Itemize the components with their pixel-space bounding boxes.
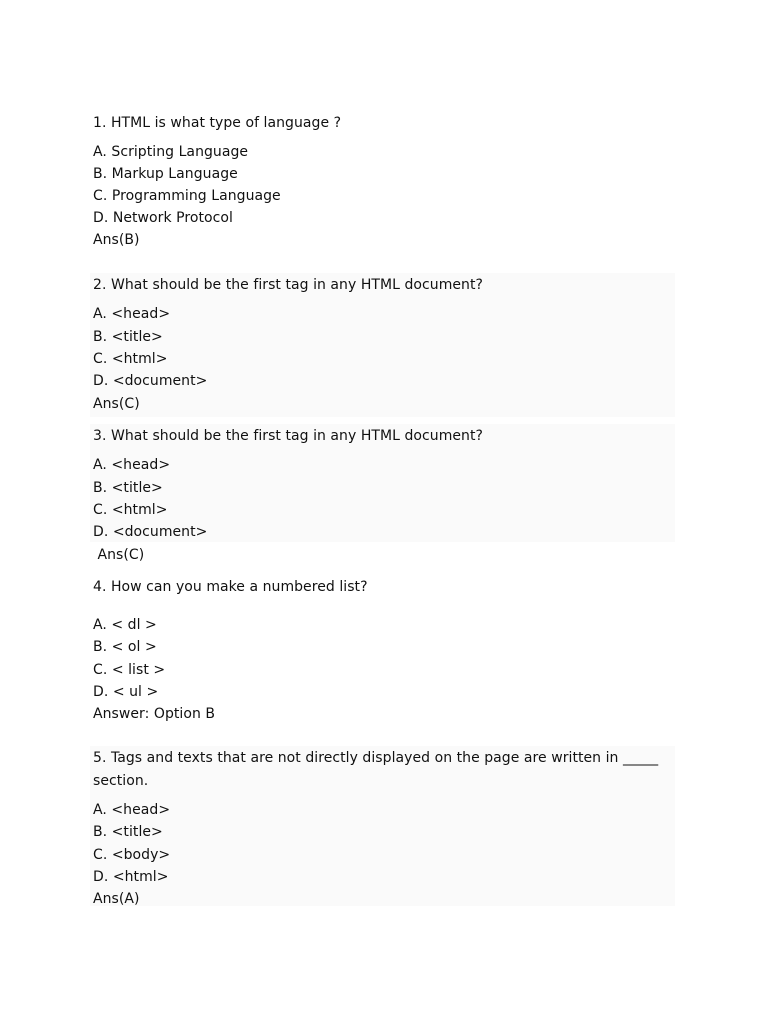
answer: Ans(A) (93, 891, 140, 907)
answer: Ans(B) (93, 232, 140, 248)
question-5-background (90, 746, 675, 906)
option-d: D. <html> (93, 869, 169, 885)
option-d: D. Network Protocol (93, 210, 233, 226)
answer: Ans(C) (93, 396, 140, 412)
option-b: B. <title> (93, 480, 163, 496)
option-d: D. <document> (93, 524, 208, 540)
answer: Answer: Option B (93, 706, 216, 722)
option-a: A. Scripting Language (93, 144, 249, 160)
option-a: A. <head> (93, 457, 171, 473)
question-text: 4. How can you make a numbered list? (93, 579, 368, 595)
option-c: C. <html> (93, 502, 168, 518)
option-b: B. < ol > (93, 639, 157, 655)
answer: Ans(C) (93, 547, 145, 563)
question-text: 2. What should be the first tag in any HTML document? (93, 277, 483, 293)
option-a: A. <head> (93, 802, 171, 818)
question-text: 3. What should be the first tag in any HTML document? (93, 428, 483, 444)
option-b: B. <title> (93, 824, 163, 840)
question-text-line-2: section. (93, 773, 149, 789)
question-2-background (90, 273, 675, 417)
option-d: D. < ul > (93, 684, 159, 700)
option-a: A. < dl > (93, 617, 157, 633)
option-a: A. <head> (93, 306, 171, 322)
option-c: C. <html> (93, 351, 168, 367)
question-text-line-1: 5. Tags and texts that are not directly displayed on the page are written in _____ (93, 750, 659, 766)
option-b: B. <title> (93, 329, 163, 345)
option-c: C. <body> (93, 847, 171, 863)
question-text: 1. HTML is what type of language ? (93, 115, 342, 131)
option-b: B. Markup Language (93, 166, 238, 182)
option-c: C. Programming Language (93, 188, 281, 204)
option-d: D. <document> (93, 373, 208, 389)
option-c: C. < list > (93, 662, 166, 678)
